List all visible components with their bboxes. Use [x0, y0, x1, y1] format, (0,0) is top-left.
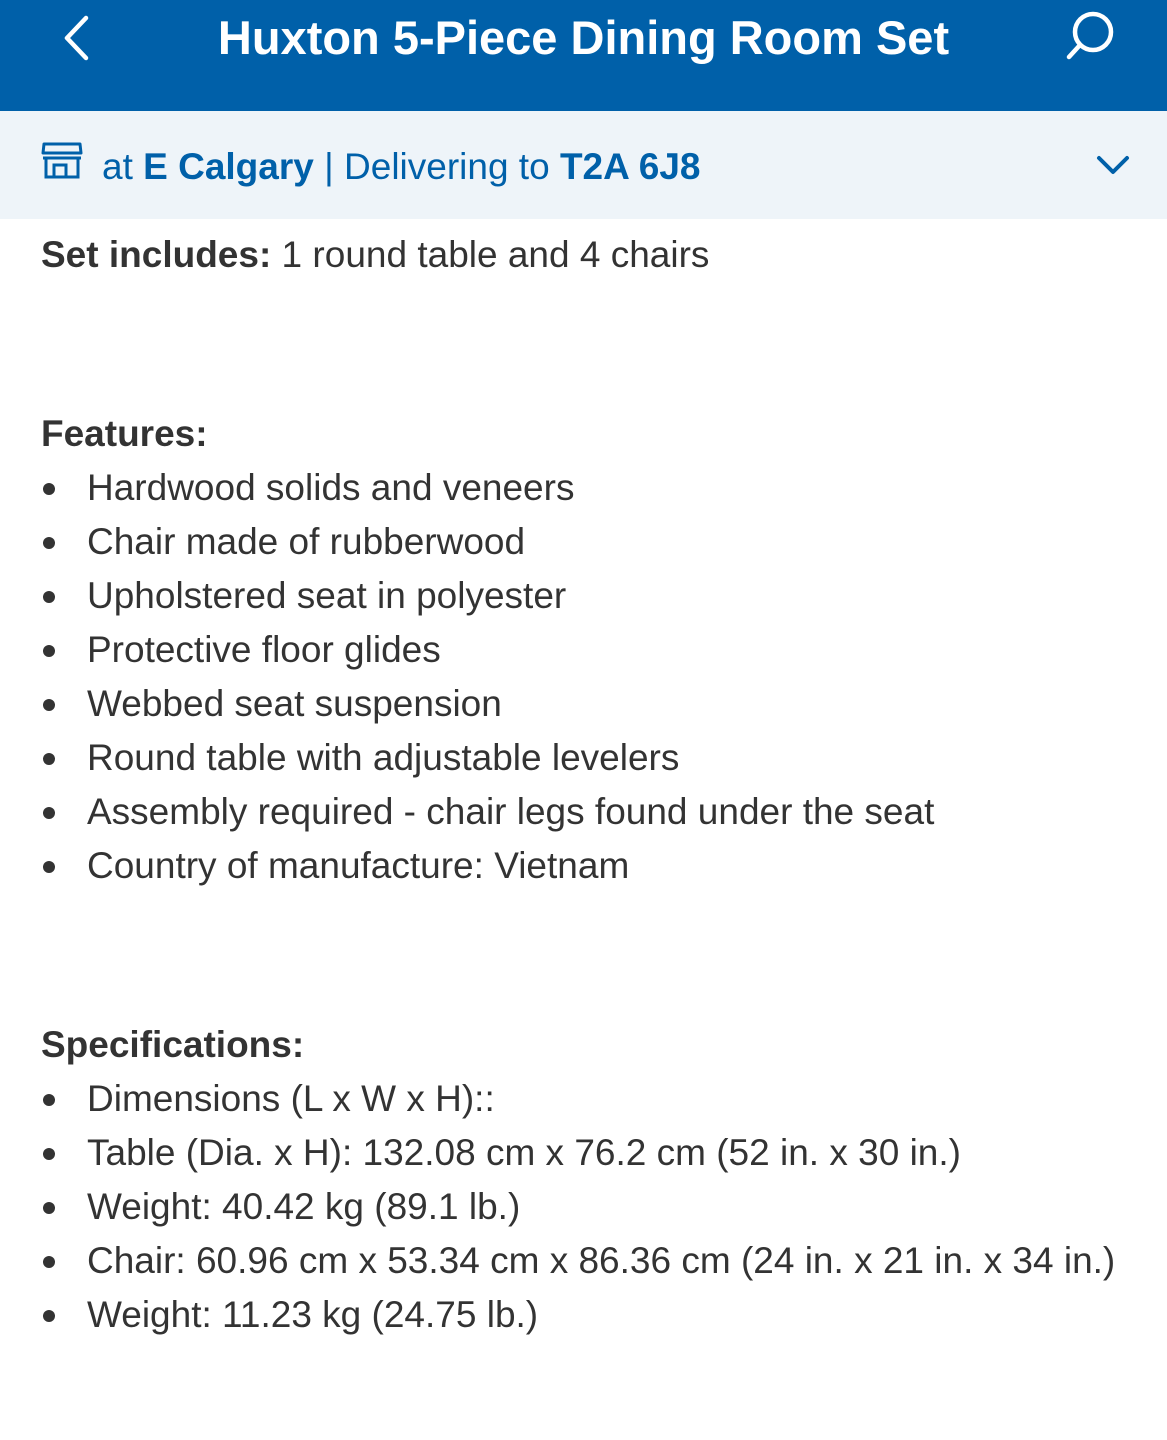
delivery-prefix: Delivering to — [344, 146, 560, 187]
feature-item: Webbed seat suspension — [41, 677, 1131, 731]
search-button[interactable] — [1055, 6, 1125, 70]
feature-item: Country of manufacture: Vietnam — [41, 839, 1131, 893]
feature-item: Protective floor glides — [41, 623, 1131, 677]
search-icon — [1055, 6, 1125, 70]
chevron-left-icon — [50, 8, 110, 68]
store-icon — [40, 141, 84, 181]
specification-item: Weight: 11.23 kg (24.75 lb.) — [41, 1288, 1131, 1342]
product-description — [41, 228, 1131, 1342]
chevron-down-icon — [1093, 147, 1133, 183]
location-selector[interactable] — [0, 111, 1167, 219]
location-text — [102, 141, 701, 193]
set-includes — [41, 228, 1131, 282]
features-title: Features: — [41, 413, 208, 454]
feature-item: Upholstered seat in polyester — [41, 569, 1131, 623]
back-button[interactable] — [50, 8, 110, 68]
location-prefix: at — [102, 146, 144, 187]
feature-item: Round table with adjustable levelers — [41, 731, 1131, 785]
specification-item: Dimensions (L x W x H):: — [41, 1072, 1131, 1126]
store-name: E Calgary — [143, 146, 314, 187]
feature-item: Hardwood solids and veneers — [41, 461, 1131, 515]
specification-item: Weight: 40.42 kg (89.1 lb.) — [41, 1180, 1131, 1234]
app-header — [0, 0, 1167, 111]
page-title: Huxton 5-Piece Dining Room Set — [217, 11, 950, 64]
location-separator: | — [313, 146, 345, 187]
set-includes-value: 1 round table and 4 chairs — [271, 234, 710, 275]
features-list — [41, 461, 1131, 893]
specifications-list — [41, 1072, 1131, 1342]
specification-item: Chair: 60.96 cm x 53.34 cm x 86.36 cm (24 in. x 21 in. x 34 in.) — [41, 1234, 1131, 1288]
feature-item: Assembly required - chair legs found under the seat — [41, 785, 1131, 839]
postal-code: T2A 6J8 — [559, 146, 701, 187]
specifications-title: Specifications: — [41, 1024, 305, 1065]
set-includes-label: Set includes: — [41, 234, 272, 275]
feature-item: Chair made of rubberwood — [41, 515, 1131, 569]
specification-item: Table (Dia. x H): 132.08 cm x 76.2 cm (52 in. x 30 in.) — [41, 1126, 1131, 1180]
